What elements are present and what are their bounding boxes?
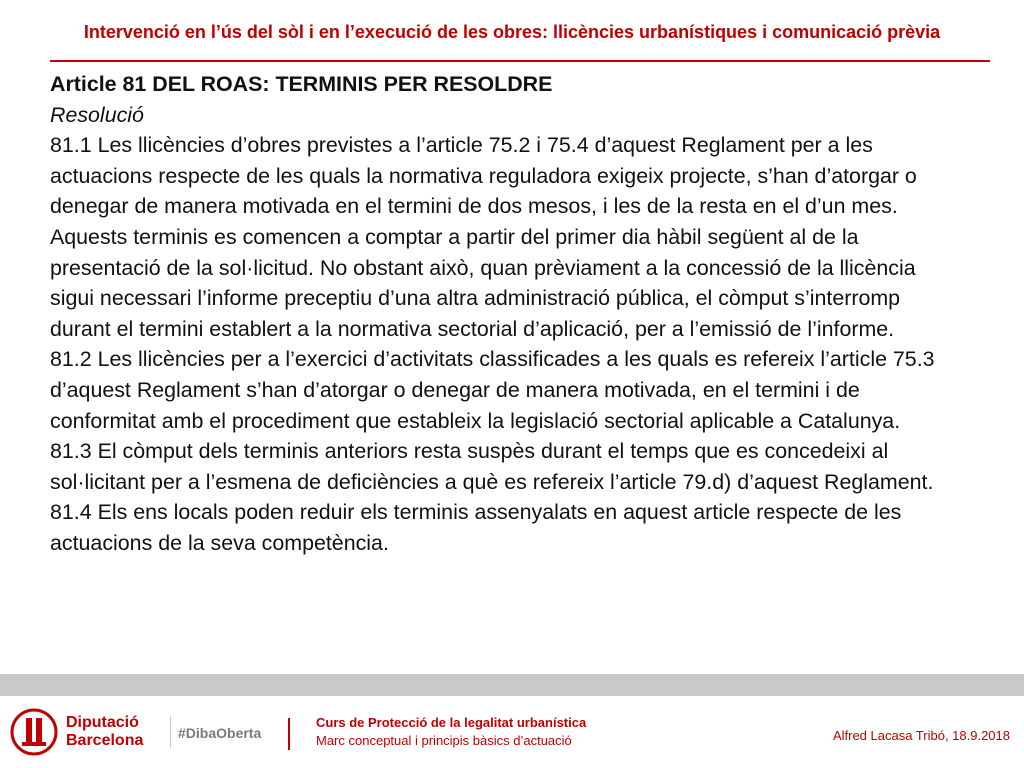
article-title: Article 81 DEL ROAS: TERMINIS PER RESOLDRE <box>50 72 553 96</box>
header-divider <box>50 60 990 62</box>
course-subtitle: Marc conceptual i principis bàsics d’actuació <box>316 733 572 748</box>
paragraph-81-3: 81.3 El còmput dels terminis anteriors resta suspès durant el temps que es concedeixi al sol·licitant per a l’esmena de deficiències a què es refereix l’article 79.d) d’aquest Reglament. <box>50 439 934 494</box>
paragraph-81-2: 81.2 Les llicències per a l’exercici d’activitats classificades a les quals es refereix l’article 75.3 d’aquest Reglament s’han d’atorgar o denegar de manera motivada, en el termini i de conformitat amb el procediment que estableix la legislació sectorial aplicable a Catalunya. <box>50 347 935 433</box>
slide-content <box>50 69 950 559</box>
course-title: Curs de Protecció de la legalitat urbanística <box>316 715 587 730</box>
logo-separator <box>170 716 171 748</box>
logo-line-2: Barcelona <box>66 732 144 749</box>
course-info <box>316 714 586 750</box>
footer-band <box>0 674 1024 696</box>
logo-line-1: Diputació <box>66 714 139 731</box>
slide-footer <box>0 696 1024 768</box>
slide-header-title: Intervenció en l’ús del sòl i en l’execució de les obres: llicències urbanístiques i comunicació prèvia <box>83 22 941 42</box>
author-date: Alfred Lacasa Tribó, 18.9.2018 <box>832 728 1010 743</box>
paragraph-81-1: 81.1 Les llicències d’obres previstes a l’article 75.2 i 75.4 d’aquest Reglament per a les actuacions respecte de les quals la normativa reguladora exigeix projecte, s’han d’atorgar o denegar de manera motivada en el termini de dos mesos, i les de la resta en el d’un mes. Aquests terminis es comencen a comptar a partir del primer dia hàbil següent al de la presentació de la sol·licitud. No obstant això, quan prèviament a la concessió de la llicència sigui necessari l’informe preceptiu d’una altra administració pública, el còmput s’interromp durant el termini establert a la normativa sectorial d’aplicació, per a l’emissió de l’informe. <box>50 133 917 341</box>
diputacio-logo-text <box>66 714 143 750</box>
article-subtitle: Resolució <box>50 102 144 127</box>
diba-hashtag: #DibaOberta <box>178 725 262 741</box>
diputacio-seal-icon <box>10 708 58 756</box>
paragraph-81-4: 81.4 Els ens locals poden reduir els terminis assenyalats en aquest article respecte de les actuacions de la seva competència. <box>50 500 902 555</box>
footer-red-divider <box>288 718 290 750</box>
